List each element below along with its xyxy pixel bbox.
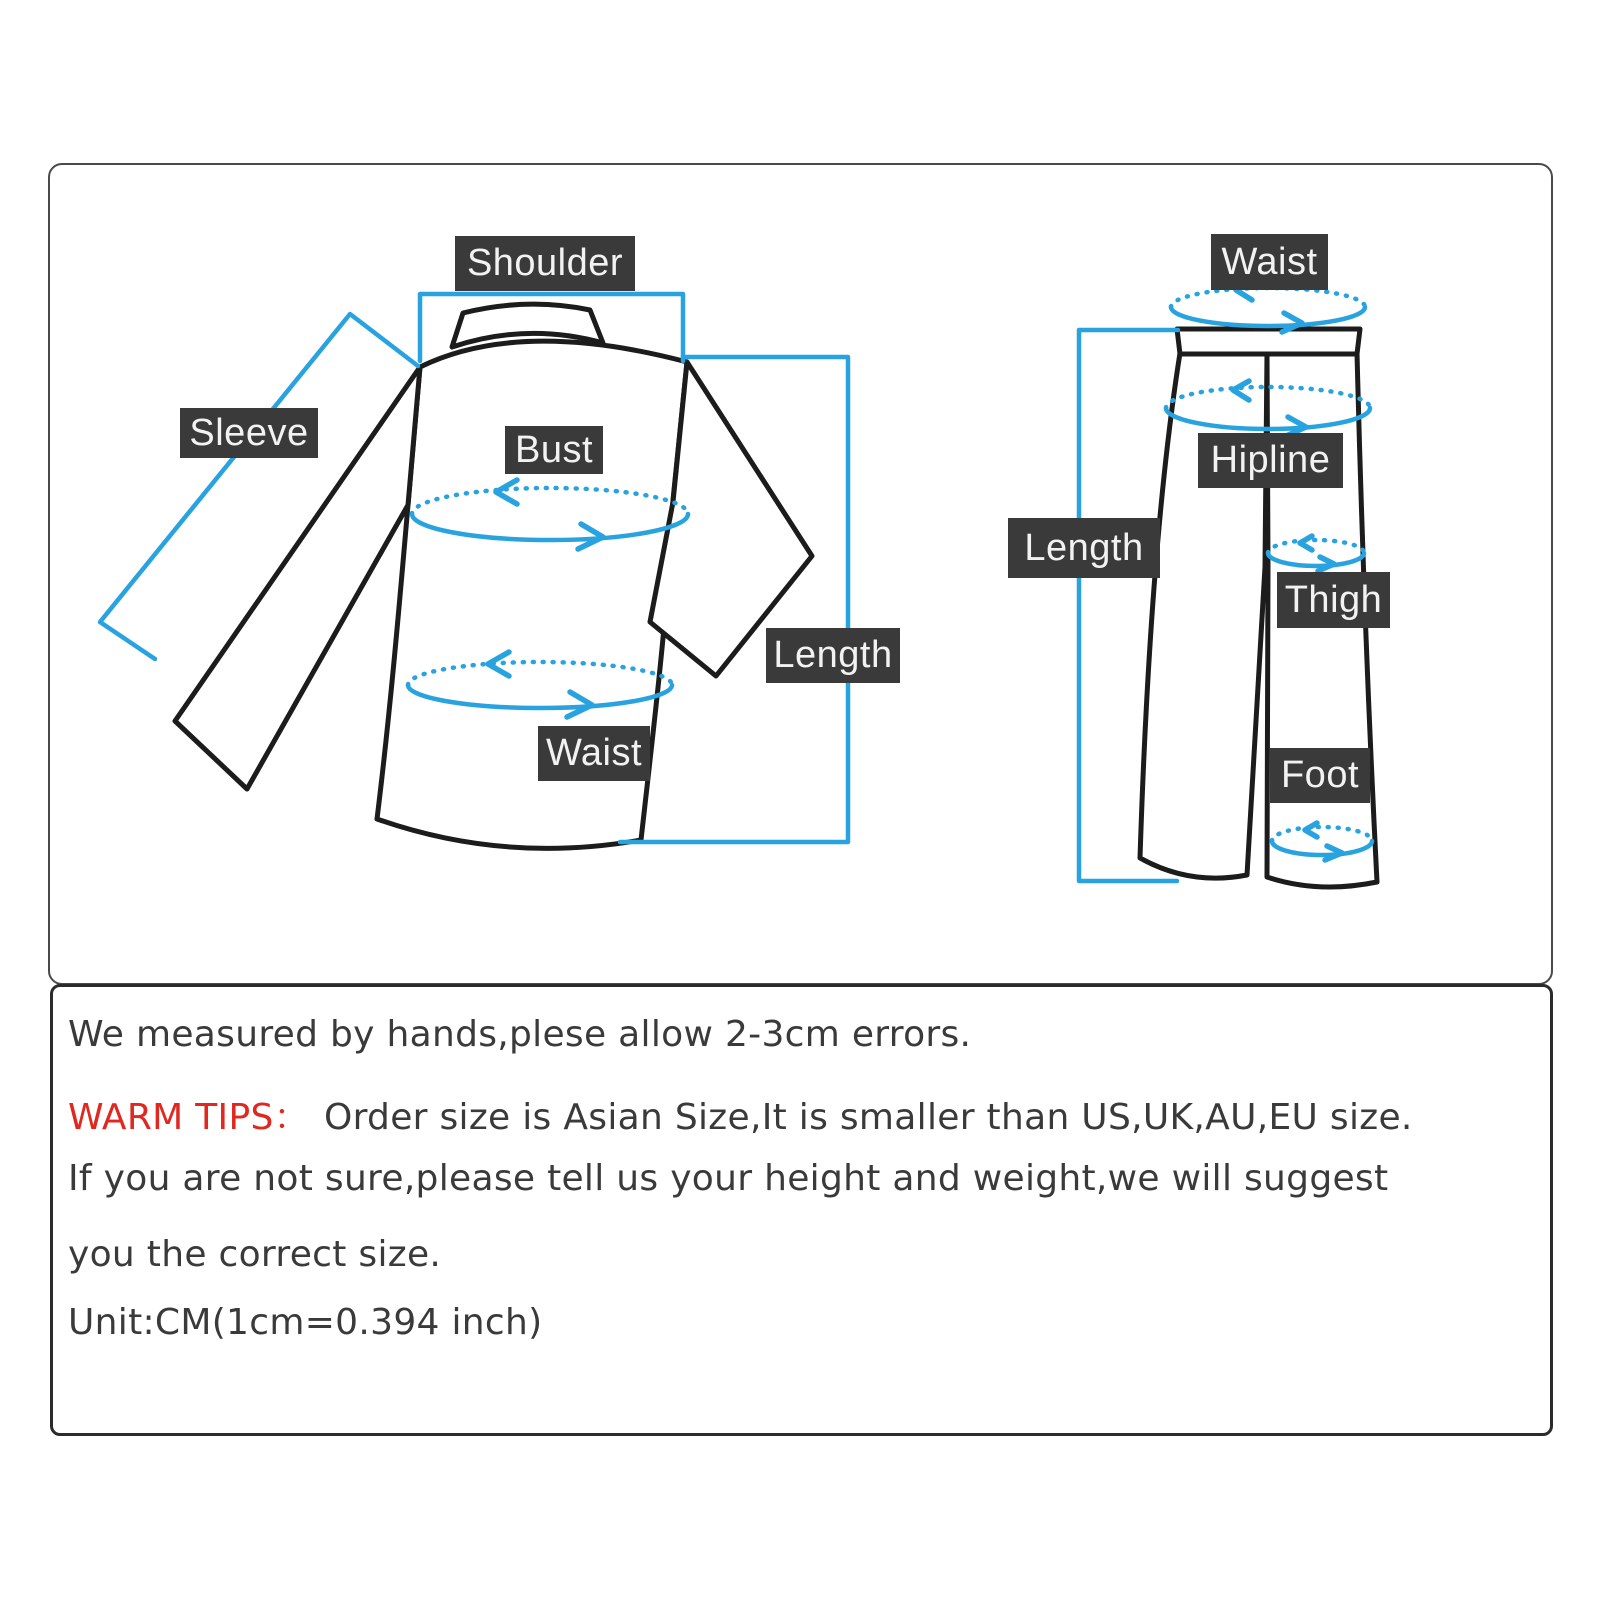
label-bust: Bust: [505, 426, 603, 474]
note-line-unit: Unit:CM(1cm=0.394 inch): [68, 1302, 543, 1343]
label-sleeve: Sleeve: [180, 408, 318, 458]
label-shirt-waist: Waist: [538, 726, 650, 781]
pants-left-leg: [1140, 353, 1267, 878]
label-thigh: Thigh: [1277, 572, 1390, 628]
label-foot: Foot: [1270, 748, 1370, 803]
note-line-suggest-2: you the correct size.: [68, 1234, 442, 1275]
note-line-measure: We measured by hands,plese allow 2-3cm errors.: [68, 1014, 972, 1055]
note-line-suggest-1: If you are not sure,please tell us your height and weight,we will suggest: [68, 1158, 1389, 1199]
note-line-warm-tips: [68, 1089, 1413, 1140]
label-shirt-length: Length: [766, 628, 900, 683]
pants-waist-ellipse-bottom: [1171, 307, 1365, 326]
label-pants-waist: Waist: [1211, 234, 1328, 290]
pants-waist-ellipse-top: [1171, 288, 1365, 307]
pants-waistband: [1177, 329, 1360, 354]
warm-tips-text: Order size is Asian Size,It is smaller than US,UK,AU,EU size.: [323, 1097, 1413, 1138]
label-hipline: Hipline: [1198, 433, 1343, 488]
label-pants-length: Length: [1008, 518, 1160, 578]
warm-tips-label: WARM TIPS：: [68, 1097, 310, 1138]
label-shoulder: Shoulder: [455, 236, 635, 291]
